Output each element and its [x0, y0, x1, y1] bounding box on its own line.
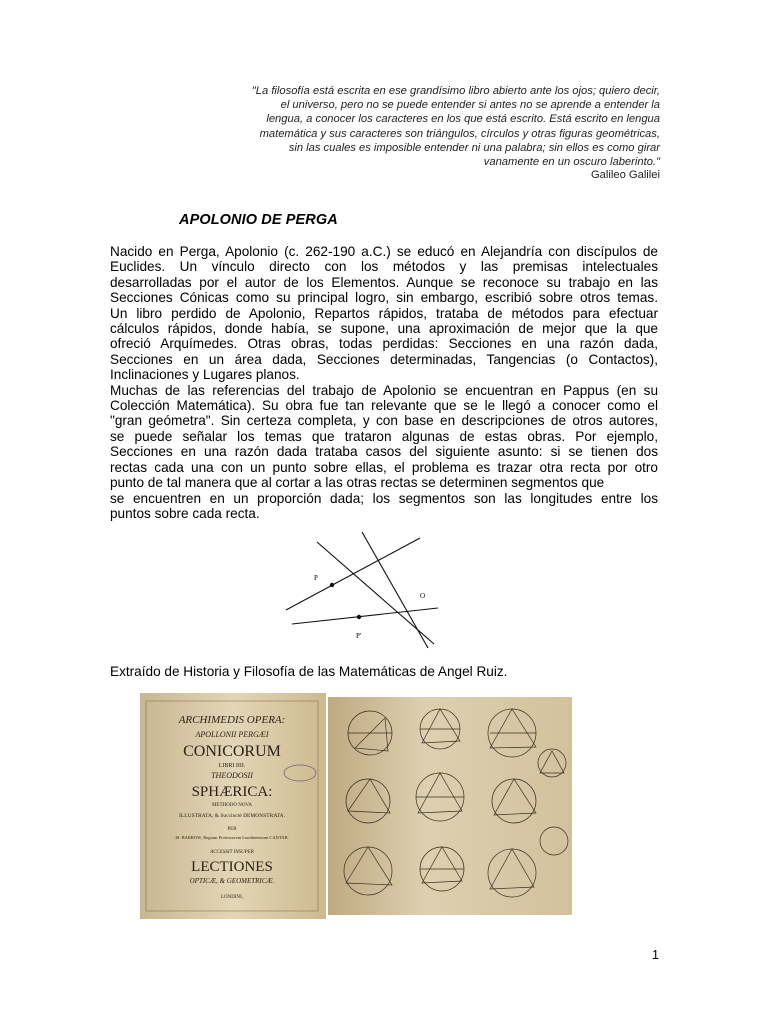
scan-line: SPHÆRICA:: [191, 784, 273, 800]
diagram-line-lower: [292, 608, 438, 624]
body-line: punto de tal manera que al cortar a las otras rectas se determinen segmentos que: [110, 475, 605, 491]
scan-line: ILLUSTRATA, & Succinctè DEMONSTRATA.: [179, 813, 285, 819]
scan-line: CONICORUM: [183, 743, 281, 760]
epigraph-line: vanamente en un oscuro laberinto.": [483, 156, 660, 169]
body-line: ofreció Arquímedes. Otras obras, todas perdidas: Secciones en una razón dada,: [110, 336, 658, 352]
scan-line: LECTIONES: [191, 859, 273, 875]
point-p-prime: [357, 615, 361, 619]
section-title: APOLONIO DE PERGA: [179, 212, 338, 228]
point-p: [330, 583, 334, 587]
body-line: cálculos rápidos, donde había, se supone, una aproximación de mejor que la que: [110, 321, 658, 337]
label-o: O: [420, 592, 426, 600]
body-line: Muchas de las referencias del trabajo de Apolonio se encuentran en Pappus (en su: [110, 382, 658, 398]
body-line: rectas cada una con un punto sobre ellas, el problema es trazar otra recta por otro: [110, 459, 658, 475]
scan-line: PER: [227, 827, 237, 832]
epigraph-author: Galileo Galilei: [590, 169, 660, 181]
geometry-diagram: [282, 528, 442, 650]
epigraph-line: "La filosofía está escrita en ese grandísimo libro abierto ante los ojos; quiero decir,: [251, 85, 660, 97]
body-line: Secciones Cónicas como su principal logro, sin embargo, escribió sobre otros temas.: [110, 290, 658, 306]
body-line: puntos sobre cada recta.: [110, 505, 260, 521]
scan-line: APOLLONII PERGÆI: [195, 730, 269, 739]
book-scan-image: [140, 693, 572, 919]
body-line: Secciones en una razón dada trataba casos del siguiente asunto: si se tienen dos: [110, 444, 658, 460]
page-number: 1: [652, 948, 659, 962]
epigraph-line: matemática y sus caracteres son triángulos, círculos y otras figuras geométricas,: [259, 127, 660, 140]
scan-line: ARCHIMEDIS OPERA:: [178, 714, 286, 726]
epigraph-line: sin las cuales es imposible entender ni una palabra; sin ellos es como girar: [288, 141, 660, 154]
source-citation: Extraído de Historia y Filosofía de las Matemáticas de Angel Ruiz.: [110, 664, 508, 679]
body-line: desarrolladas por el autor de los Elementos. Aunque se reconoce su trabajo en las: [110, 274, 658, 290]
body-line: Euclides. Un vínculo directo con los métodos y las premisas intelectuales: [110, 259, 658, 275]
epigraph-line: el universo, pero no se puede entender si antes no se aprende a entender la: [280, 99, 660, 112]
scan-line: THEODOSII: [211, 771, 253, 780]
body-line: se encuentren en un proporción dada; los segmentos son las longitudes entre los: [110, 490, 658, 506]
scan-line: ACCESSIT INSUPER: [210, 850, 254, 855]
scan-line: OPTICÆ, & GEOMETRICÆ.: [189, 877, 275, 885]
scan-line: IS. BARROW, Regium Professorem Londinensium CANTAB.: [175, 835, 289, 840]
label-p-prime: P': [356, 632, 362, 640]
body-line: "gran geómetra". Sin certeza completa, y con base en descripciones de otros autores,: [110, 413, 658, 429]
body-line: Secciones en un área dada, Secciones determinadas, Tangencias (o Contactos),: [110, 351, 658, 367]
body-text: [110, 244, 658, 521]
scan-line: METHODO NOVA: [211, 803, 253, 808]
body-line: Un libro perdido de Apolonio, Repartos rápidos, trataba de métodos para efectuar: [110, 305, 658, 321]
label-p: P: [314, 574, 318, 582]
scan-line: LIBRI IIII.: [218, 763, 246, 769]
body-line: Nacido en Perga, Apolonio (c. 262-190 a.C.) se educó en Alejandría con discípulos de: [110, 244, 658, 259]
epigraph-quote: [160, 84, 660, 169]
body-line: Inclinaciones y Lugares planos.: [110, 367, 300, 383]
epigraph-line: lengua, a conocer los caracteres en los que está escrito. Está escrito en lengua: [266, 113, 660, 126]
body-line: se puede señalar los temas que trataron algunas de estas obras. Por ejemplo,: [110, 428, 658, 444]
scan-line: LONDINI,: [220, 895, 244, 900]
body-line: Colección Matemática). Su obra fue tan relevante que se le llegó a conocer como el: [110, 398, 658, 414]
